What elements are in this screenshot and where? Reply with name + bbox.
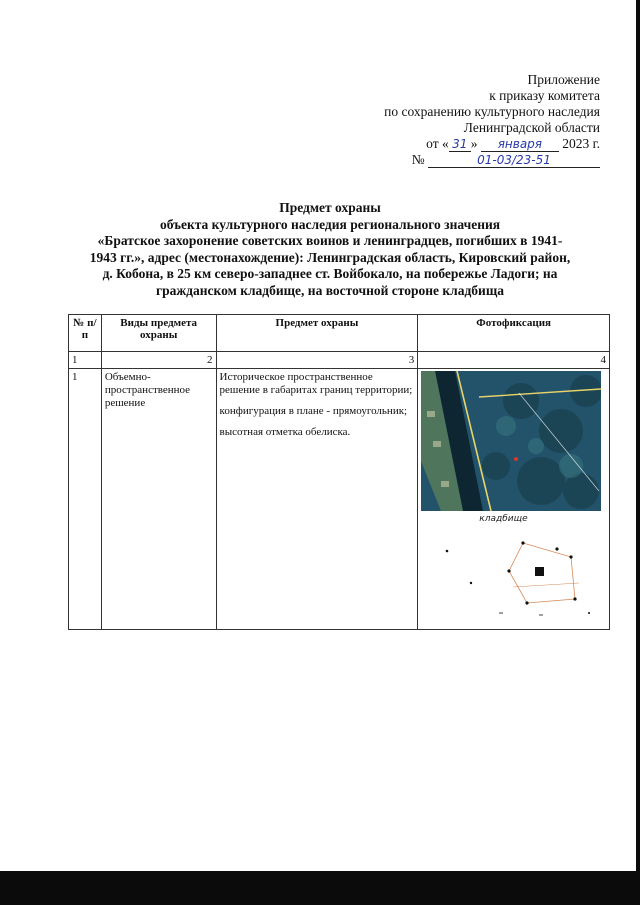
title-line: объекта культурного наследия регионального значения	[159, 216, 501, 232]
title-line: гражданском кладбище, на восточной стороне кладбища	[156, 282, 504, 298]
number-prefix: №	[411, 152, 425, 167]
header-subject: Предмет охраны	[216, 315, 418, 352]
subject-item: Историческое пространственное решение в габаритах границ территории;	[219, 371, 413, 396]
subject-item: конфигурация в плане - прямоугольник;	[219, 405, 408, 417]
order-date	[426, 136, 600, 152]
date-mid: »	[470, 136, 478, 151]
row-subject	[216, 369, 418, 630]
photo-caption: кладбище	[479, 514, 528, 524]
number-value: 01-03/23-51	[428, 153, 600, 168]
appendix-line: по сохранению культурного наследия	[384, 104, 600, 119]
table-header-row	[69, 315, 610, 352]
subject-item: высотная отметка обелиска.	[219, 426, 351, 438]
appendix-line: к приказу комитета	[489, 88, 600, 103]
appendix-line: Ленинградской области	[463, 120, 600, 135]
date-day: 31	[449, 137, 471, 152]
header-kind: Виды предмета охраны	[101, 315, 216, 352]
date-year: 2023 г.	[562, 136, 600, 151]
header-number: № п/п	[69, 315, 102, 352]
appendix-line: Приложение	[527, 72, 600, 87]
row-kind: Объемно-пространственное решение	[101, 369, 216, 630]
appendix-block	[384, 72, 600, 136]
title-line: 1943 гг.», адрес (местонахождение): Ленинградская область, Кировский район,	[89, 249, 571, 265]
scan-edge-right	[636, 0, 640, 905]
order-number	[412, 152, 600, 168]
title-line: Предмет охраны	[279, 200, 381, 215]
date-prefix: от «	[426, 136, 449, 151]
satellite-image	[421, 371, 601, 511]
column-number-row	[69, 352, 610, 369]
col-number: 3	[216, 352, 418, 369]
table-row	[69, 369, 610, 630]
site-plan	[429, 527, 599, 619]
row-number: 1	[69, 369, 102, 630]
photo-fixation	[421, 371, 606, 621]
document-title	[60, 200, 600, 299]
date-month: января	[481, 137, 559, 152]
row-photo	[418, 369, 610, 630]
title-line: «Братское захоронение советских воинов и ленинградцев, погибших в 1941-	[97, 233, 563, 248]
scan-edge-bottom	[0, 871, 640, 905]
protection-table	[68, 314, 610, 630]
title-line: д. Кобона, в 25 км северо-западнее ст. Войбокало, на побережье Ладоги; на	[102, 266, 558, 281]
col-number: 4	[418, 352, 610, 369]
col-number: 1	[69, 352, 102, 369]
col-number: 2	[101, 352, 216, 369]
header-photo: Фотофиксация	[418, 315, 610, 352]
